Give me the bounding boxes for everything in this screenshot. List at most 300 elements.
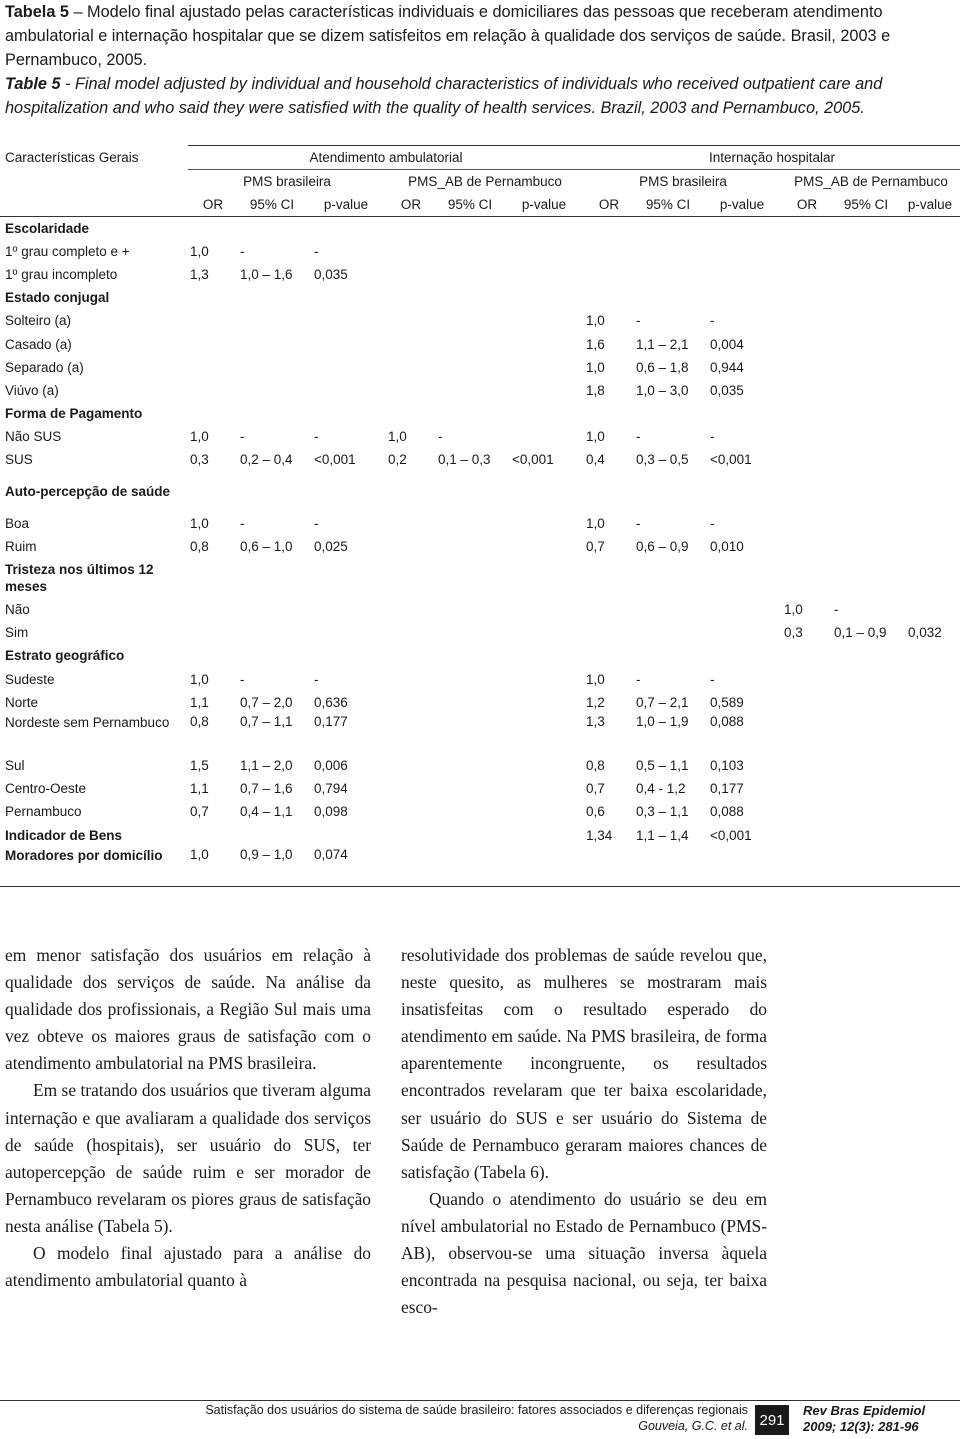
cell-or — [782, 402, 832, 425]
table-row — [0, 512, 960, 535]
body-paragraph: Em se tratando dos usuários que tiveram alguma internação e que avaliaram a qualidade dos serviços de saúde (hospitais), ser usuário do SUS, ter autopercepção de saúde ruim e ser morador de Pernambuco revelaram os piores graus de satisfação nesta análise (Tabela 5). — [5, 1080, 371, 1236]
cell-p-value — [306, 598, 386, 621]
cell-ci — [238, 332, 306, 355]
row-label: Viúvo (a) — [5, 382, 59, 398]
group-ambulatorial: Atendimento ambulatorial — [188, 146, 584, 170]
cell-or — [782, 535, 832, 558]
cell-p-value — [702, 558, 782, 598]
cell-or — [386, 356, 436, 379]
column-header-ci: 95% CI — [634, 193, 702, 217]
cell-ci: 1,0 – 1,9 — [636, 713, 689, 729]
row-label: Pernambuco — [5, 804, 82, 820]
cell-ci — [238, 379, 306, 402]
cell-p-value — [900, 286, 960, 309]
table-row — [0, 691, 960, 714]
cell-or — [188, 472, 238, 512]
cell-ci — [832, 777, 900, 800]
journal-name: Rev Bras Epidemiol — [803, 1403, 926, 1418]
cell-p-value — [702, 402, 782, 425]
cell-or — [386, 512, 436, 535]
cell-ci — [634, 402, 702, 425]
cell-ci: 1,0 – 3,0 — [636, 382, 689, 398]
cell-p-value — [702, 286, 782, 309]
cell-or: 1,1 — [190, 694, 209, 710]
cell-or — [782, 754, 832, 777]
cell-ci — [436, 309, 504, 332]
cell-or — [782, 448, 832, 471]
cell-or — [584, 598, 634, 621]
cell-ci: - — [636, 671, 641, 687]
results-table — [0, 145, 960, 887]
cell-or — [782, 425, 832, 448]
cell-p-value: 0,010 — [710, 538, 744, 554]
cell-ci — [436, 598, 504, 621]
cell-or — [188, 356, 238, 379]
column-header-or: OR — [188, 193, 238, 217]
cell-or: 1,0 — [190, 243, 209, 259]
cell-ci: - — [636, 429, 641, 445]
cell-ci — [436, 668, 504, 691]
cell-p-value: 0,794 — [314, 781, 348, 797]
cell-p-value — [306, 644, 386, 667]
journal-reference — [803, 1403, 925, 1435]
cell-p-value: 0,006 — [314, 757, 348, 773]
cell-p-value: - — [314, 515, 319, 531]
cell-p-value — [702, 621, 782, 644]
cell-p-value: 0,074 — [306, 847, 386, 887]
section-label: Forma de Pagamento — [5, 406, 143, 422]
section-label: Moradores por domicílio — [0, 847, 188, 887]
cell-ci: 0,7 – 1,1 — [240, 713, 293, 729]
cell-ci — [436, 512, 504, 535]
cell-p-value — [702, 217, 782, 240]
cell-p-value — [900, 240, 960, 263]
cell-or — [584, 621, 634, 644]
cell-p-value — [900, 309, 960, 332]
cell-or — [188, 379, 238, 402]
cell-p-value — [702, 644, 782, 667]
cell-p-value — [900, 644, 960, 667]
cell-or — [188, 598, 238, 621]
cell-p-value — [900, 535, 960, 558]
cell-or — [782, 263, 832, 286]
cell-or — [782, 777, 832, 800]
row-label: 1º grau incompleto — [5, 266, 118, 282]
cell-p-value — [504, 800, 584, 823]
cell-p-value — [504, 240, 584, 263]
row-label: Nordeste sem Pernambuco — [5, 714, 170, 730]
body-column-right — [401, 942, 767, 1321]
cell-or — [188, 823, 238, 846]
table-section-row — [0, 644, 960, 667]
cell-or — [782, 800, 832, 823]
cell-p-value: - — [710, 515, 715, 531]
column-header-or: OR — [584, 193, 634, 217]
cell-ci: 1,1 – 1,4 — [636, 827, 689, 843]
cell-or — [188, 558, 238, 598]
sub-pms-ambulatorial: PMS brasileira — [243, 174, 331, 189]
cell-ci — [436, 644, 504, 667]
cell-or: 0,7 — [586, 538, 605, 554]
cell-p-value — [504, 754, 584, 777]
cell-p-value — [306, 356, 386, 379]
row-label: Boa — [5, 515, 30, 531]
cell-ci: - — [240, 243, 245, 259]
cell-p-value: - — [710, 429, 715, 445]
cell-ci — [634, 286, 702, 309]
cell-or — [386, 754, 436, 777]
cell-p-value — [702, 240, 782, 263]
cell-ci: 0,4 - 1,2 — [636, 781, 686, 797]
cell-or — [386, 402, 436, 425]
cell-p-value — [306, 217, 386, 240]
cell-ci: 0,1 – 0,3 — [438, 452, 491, 468]
cell-p-value — [900, 823, 960, 846]
cell-p-value — [900, 777, 960, 800]
row-label: Sudeste — [5, 671, 55, 687]
cell-or: 1,3 — [586, 713, 605, 729]
body-column-left — [5, 942, 371, 1294]
header-label: Características Gerais — [5, 150, 139, 165]
cell-ci: 0,6 – 0,9 — [636, 538, 689, 554]
cell-p-value — [900, 668, 960, 691]
column-header-p-value: p-value — [306, 193, 386, 217]
cell-or — [386, 309, 436, 332]
cell-p-value: 0,098 — [314, 804, 348, 820]
cell-p-value — [702, 472, 782, 512]
cell-ci — [436, 332, 504, 355]
cell-or — [386, 332, 436, 355]
column-header-p-value: p-value — [702, 193, 782, 217]
cell-or — [188, 644, 238, 667]
cell-or — [584, 217, 634, 240]
cell-ci — [832, 286, 900, 309]
cell-or — [386, 598, 436, 621]
cell-ci — [634, 644, 702, 667]
cell-or: 0,8 — [586, 757, 605, 773]
cell-or: 1,0 — [388, 429, 407, 445]
cell-ci — [832, 448, 900, 471]
cell-or — [188, 309, 238, 332]
cell-or: 0,3 — [784, 625, 803, 641]
cell-p-value — [900, 448, 960, 471]
cell-ci — [436, 800, 504, 823]
cell-or: 1,0 — [586, 429, 605, 445]
cell-ci: 1,1 – 2,1 — [636, 336, 689, 352]
cell-ci — [832, 512, 900, 535]
cell-or: 1,2 — [586, 694, 605, 710]
cell-ci: 0,3 – 1,1 — [636, 804, 689, 820]
cell-ci — [436, 379, 504, 402]
table-row — [0, 379, 960, 402]
cell-p-value — [504, 714, 584, 754]
table-row — [0, 800, 960, 823]
cell-ci — [634, 472, 702, 512]
table-row — [0, 668, 960, 691]
table-row — [0, 332, 960, 355]
cell-p-value — [504, 644, 584, 667]
cell-ci — [832, 425, 900, 448]
cell-ci: 0,1 – 0,9 — [834, 625, 887, 641]
cell-or — [584, 558, 634, 598]
cell-or — [782, 309, 832, 332]
table-body — [0, 217, 960, 887]
cell-ci — [832, 332, 900, 355]
cell-p-value — [702, 263, 782, 286]
cell-or — [584, 263, 634, 286]
cell-p-value — [306, 402, 386, 425]
cell-ci — [436, 691, 504, 714]
cell-or — [584, 644, 634, 667]
cell-or: 1,0 — [586, 515, 605, 531]
cell-or: 1,3 — [190, 266, 209, 282]
cell-ci: 0,9 – 1,0 — [238, 847, 306, 887]
cell-p-value — [900, 714, 960, 754]
body-paragraph: em menor satisfação dos usuários em relação à qualidade dos serviços de saúde. Na análise da qualidade dos profissionais, a Região Sul mais uma vez obteve os maiores graus de satisfação com o atendimento ambulatorial na PMS brasileira. — [5, 945, 371, 1074]
cell-p-value: 0,177 — [314, 713, 348, 729]
table-row — [0, 263, 960, 286]
cell-p-value — [504, 332, 584, 355]
cell-p-value — [900, 598, 960, 621]
cell-or: 0,7 — [190, 804, 209, 820]
cell-or: 0,8 — [190, 538, 209, 554]
cell-ci: 0,7 – 1,6 — [240, 781, 293, 797]
cell-or — [782, 714, 832, 754]
row-label: Solteiro (a) — [5, 313, 72, 329]
cell-p-value — [900, 263, 960, 286]
cell-ci — [238, 598, 306, 621]
cell-or: 0,4 — [586, 452, 605, 468]
cell-ci — [238, 823, 306, 846]
cell-p-value — [504, 512, 584, 535]
cell-p-value: 0,944 — [710, 359, 744, 375]
cell-ci — [238, 644, 306, 667]
column-header-ci: 95% CI — [832, 193, 900, 217]
table-row — [0, 777, 960, 800]
cell-p-value — [306, 823, 386, 846]
cell-ci: - — [240, 429, 245, 445]
journal-citation: 2009; 12(3): 281-96 — [803, 1419, 919, 1434]
cell-or: 1,0 — [190, 515, 209, 531]
cell-ci — [436, 286, 504, 309]
caption-pt-text: – Modelo final ajustado pelas características individuais e domiciliares das pessoas que receberam atendimento ambulatorial e internação hospitalar que se dizem satisfeitos em relação à qualidade dos serviços de saúde. Brasil, 2003 e Pernambuco, 2005. — [5, 3, 891, 69]
cell-ci — [238, 217, 306, 240]
cell-or: 0,3 — [190, 452, 209, 468]
cell-p-value — [702, 598, 782, 621]
cell-ci: - — [240, 515, 245, 531]
cell-or — [386, 777, 436, 800]
cell-or — [188, 286, 238, 309]
cell-ci — [832, 847, 900, 887]
section-label: Estado conjugal — [5, 290, 110, 306]
cell-ci: - — [834, 602, 839, 618]
cell-ci — [832, 379, 900, 402]
cell-p-value — [504, 668, 584, 691]
cell-ci: 1,1 – 2,0 — [240, 757, 293, 773]
cell-or: 0,8 — [190, 713, 209, 729]
cell-p-value: 0,636 — [314, 694, 348, 710]
cell-or — [584, 286, 634, 309]
cell-p-value — [504, 356, 584, 379]
cell-p-value — [504, 598, 584, 621]
cell-or: 1,0 — [190, 671, 209, 687]
cell-p-value — [900, 402, 960, 425]
cell-ci — [832, 558, 900, 598]
cell-ci: 0,3 – 0,5 — [636, 452, 689, 468]
cell-or — [386, 691, 436, 714]
cell-or — [386, 714, 436, 754]
row-label: Centro-Oeste — [5, 781, 87, 797]
table-row — [0, 240, 960, 263]
cell-p-value — [504, 558, 584, 598]
cell-p-value — [504, 425, 584, 448]
cell-ci — [238, 286, 306, 309]
cell-ci — [238, 356, 306, 379]
cell-p-value: <0,001 — [710, 827, 752, 843]
cell-ci — [634, 621, 702, 644]
section-label: Estrato geográfico — [5, 648, 125, 664]
cell-ci: 0,5 – 1,1 — [636, 757, 689, 773]
table-section-row — [0, 217, 960, 240]
table-row — [0, 754, 960, 777]
cell-p-value — [900, 425, 960, 448]
cell-ci — [832, 644, 900, 667]
cell-ci — [238, 402, 306, 425]
cell-or: 1,0 — [586, 313, 605, 329]
cell-p-value — [900, 332, 960, 355]
cell-p-value — [306, 309, 386, 332]
cell-or — [782, 332, 832, 355]
cell-or — [386, 558, 436, 598]
cell-or — [386, 535, 436, 558]
table-row — [0, 621, 960, 644]
cell-ci: - — [636, 313, 641, 329]
cell-p-value: - — [314, 243, 319, 259]
cell-p-value — [900, 800, 960, 823]
body-paragraph: O modelo final ajustado para a análise do atendimento ambulatorial quanto à — [5, 1243, 371, 1291]
cell-ci — [634, 263, 702, 286]
table-caption — [5, 0, 955, 120]
cell-p-value: 0,103 — [710, 757, 744, 773]
cell-p-value — [900, 847, 960, 887]
cell-p-value — [900, 691, 960, 714]
cell-or — [782, 217, 832, 240]
cell-p-value: 0,035 — [314, 266, 348, 282]
section-label: Indicador de Bens — [5, 827, 123, 843]
cell-p-value: 0,177 — [710, 781, 744, 797]
cell-or: 1,0 — [586, 359, 605, 375]
row-label: 1º grau completo e + — [5, 243, 130, 259]
cell-ci — [832, 754, 900, 777]
cell-ci — [238, 309, 306, 332]
table-section-row — [0, 847, 960, 887]
cell-p-value: 0,035 — [710, 382, 744, 398]
cell-or — [188, 621, 238, 644]
cell-or — [188, 332, 238, 355]
cell-p-value — [702, 847, 782, 887]
cell-or — [782, 558, 832, 598]
cell-or — [782, 644, 832, 667]
cell-ci — [832, 691, 900, 714]
table-row — [0, 448, 960, 471]
cell-ci — [832, 309, 900, 332]
cell-or: 1,1 — [190, 781, 209, 797]
cell-p-value — [504, 847, 584, 887]
cell-p-value — [504, 777, 584, 800]
cell-p-value — [900, 217, 960, 240]
column-header-p-value: p-value — [504, 193, 584, 217]
body-paragraph: Quando o atendimento do usuário se deu em nível ambulatorial no Estado de Pernambuco (PMS-AB), observou-se uma situação inversa àquela encontrada na pesquisa nacional, ou seja, ter baixa esco- — [401, 1188, 767, 1318]
cell-p-value — [900, 512, 960, 535]
group-internacao: Internação hospitalar — [584, 146, 960, 170]
cell-ci — [634, 240, 702, 263]
cell-p-value: 0,004 — [710, 336, 744, 352]
section-label: Auto-percepção de saúde — [5, 484, 171, 500]
cell-or — [782, 356, 832, 379]
table-row — [0, 425, 960, 448]
cell-or — [188, 402, 238, 425]
cell-ci: 0,7 – 2,0 — [240, 694, 293, 710]
table-section-row — [0, 823, 960, 846]
row-label: SUS — [5, 452, 33, 468]
row-label: Norte — [5, 694, 39, 710]
cell-or — [584, 472, 634, 512]
cell-or: 0,6 — [586, 804, 605, 820]
cell-or — [782, 286, 832, 309]
cell-or — [386, 668, 436, 691]
caption-en-label: Table 5 — [5, 75, 61, 93]
caption-english — [5, 72, 955, 120]
table-section-row — [0, 558, 960, 598]
cell-p-value — [504, 309, 584, 332]
cell-ci: 0,6 – 1,0 — [240, 538, 293, 554]
page-number: 291 — [755, 1405, 789, 1435]
cell-ci — [436, 217, 504, 240]
cell-p-value: - — [710, 671, 715, 687]
cell-or — [386, 217, 436, 240]
table-row — [0, 309, 960, 332]
cell-ci — [436, 240, 504, 263]
cell-p-value: <0,001 — [512, 452, 554, 468]
cell-p-value: 0,589 — [710, 694, 744, 710]
cell-or — [188, 217, 238, 240]
cell-ci — [238, 621, 306, 644]
cell-p-value — [306, 621, 386, 644]
cell-ci — [436, 823, 504, 846]
cell-ci — [436, 777, 504, 800]
cell-ci — [832, 263, 900, 286]
cell-ci — [634, 847, 702, 887]
row-label: Sim — [5, 625, 29, 641]
cell-ci: 0,6 – 1,8 — [636, 359, 689, 375]
table-section-row — [0, 472, 960, 512]
cell-or: 1,0 — [784, 602, 803, 618]
cell-or — [584, 240, 634, 263]
cell-ci — [634, 558, 702, 598]
cell-p-value: - — [314, 429, 319, 445]
cell-or: 1,5 — [190, 757, 209, 773]
cell-p-value — [504, 286, 584, 309]
cell-p-value — [504, 263, 584, 286]
cell-ci — [436, 754, 504, 777]
footer-authors: Gouveia, G.C. et al. — [638, 1419, 748, 1433]
cell-p-value: 0,032 — [908, 625, 942, 641]
cell-or — [386, 621, 436, 644]
column-header-p-value: p-value — [900, 193, 960, 217]
cell-or: 1,0 — [586, 671, 605, 687]
row-label: Casado (a) — [5, 336, 72, 352]
caption-portuguese — [5, 0, 955, 72]
